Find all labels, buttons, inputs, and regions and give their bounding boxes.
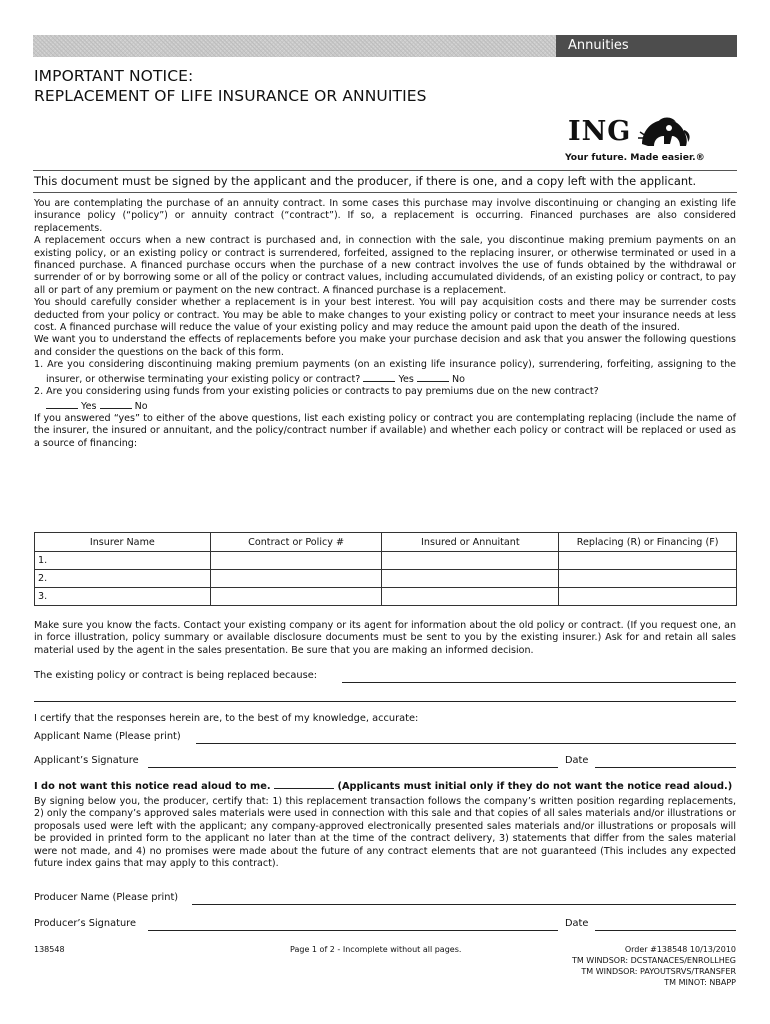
q1-yes-label: Yes (398, 373, 414, 385)
q2-no-label: No (134, 400, 148, 412)
table-row (35, 588, 737, 606)
replaced-because-field-2[interactable] (34, 701, 736, 702)
table-cell[interactable] (382, 570, 559, 588)
replaced-because-field[interactable] (342, 682, 736, 683)
applicant-signature-label: Applicant’s Signature (34, 755, 139, 766)
table-cell[interactable] (382, 552, 559, 570)
table-row (35, 570, 737, 588)
table-cell[interactable] (210, 552, 382, 570)
facts-paragraph: Make sure you know the facts. Contact your existing company or its agent for information about the old policy or contract. (If you request one, an in force illustration, policy summary or available disclosure documents must be sent to you by the existing insurer.) Ask for and retain all sales material used by the agent in the sales presentation. Be sure that you are making an informed decision. (34, 620, 736, 656)
col-replacing-financing: Replacing (R) or Financing (F) (559, 533, 737, 552)
replaced-because-label: The existing policy or contract is being replaced because: (34, 670, 318, 681)
question-1 (34, 359, 736, 386)
question-2 (34, 386, 736, 413)
page-indicator: Page 1 of 2 - Incomplete without all pages. (290, 945, 462, 954)
table-header-row (35, 533, 737, 552)
question-2-text: 2. Are you considering using funds from your existing policies or contracts to pay premiums due on the new contract? (34, 386, 599, 398)
col-insurer-name: Insurer Name (35, 533, 211, 552)
table-cell[interactable] (559, 588, 737, 606)
routing-line-4: TM MINOT: NBAPP (664, 978, 736, 987)
applicant-signature-field[interactable] (148, 767, 558, 768)
read-aloud-note: (Applicants must initial only if they do not want the notice read aloud.) (337, 781, 733, 792)
read-aloud-optout-text: I do not want this notice read aloud to me. (34, 781, 271, 792)
row-number[interactable]: 1. (35, 552, 211, 570)
order-info (572, 944, 736, 988)
col-contract-policy: Contract or Policy # (210, 533, 382, 552)
section-banner (33, 35, 737, 57)
producer-name-field[interactable] (192, 904, 736, 905)
title-line-2: REPLACEMENT OF LIFE INSURANCE OR ANNUITIES (34, 87, 427, 105)
replacement-table (34, 532, 737, 606)
top-divider (33, 170, 737, 171)
tagline: Your future. Made easier.® (565, 152, 705, 163)
producer-certification: By signing below you, the producer, certify that: 1) this replacement transaction follows the company’s written position regarding replacements, 2) only the company’s approved sales materials were used in connection with this sale and that copies of all sales materials and/or illustrations or proposals used were left with the applicant; any company-approved electronically presented sales materials and/or illustrations or proposals will be provided in printed form to the applicant no later than at the time of the contract delivery, 3) statements that differ from the sales material were not made, and 4) no promises were made about the future of any contract elements that are not guaranteed (This includes any expected future index gains that may apply to this contract). (34, 796, 736, 870)
form-number: 138548 (34, 945, 65, 954)
row-number[interactable]: 2. (35, 570, 211, 588)
applicant-name-field[interactable] (196, 743, 736, 744)
q2-yes-blank[interactable] (46, 399, 78, 409)
q2-no-blank[interactable] (100, 399, 132, 409)
table-cell[interactable] (382, 588, 559, 606)
signing-instruction: This document must be signed by the applicant and the producer, if there is one, and a copy left with the applicant. (34, 174, 697, 188)
routing-line-2: TM WINDSOR: DCSTANACES/ENROLLHEG (571, 956, 736, 965)
producer-date-label: Date (565, 918, 589, 929)
read-aloud-optout (34, 779, 732, 793)
logo-text: ING (568, 116, 632, 147)
q2-yes-label: Yes (81, 400, 97, 412)
table-cell[interactable] (559, 552, 737, 570)
routing-line-3: TM WINDSOR: PAYOUTSRVS/TRANSFER (581, 967, 736, 976)
question-1-text: 1. Are you considering discontinuing making premium payments (on an existing life insurance policy), surrendering, forfeiting, assigning to the insurer, or otherwise terminating your existing policy or contract? (34, 359, 736, 385)
certify-statement: I certify that the responses herein are, to the best of my knowledge, accurate: (34, 713, 419, 724)
producer-signature-field[interactable] (148, 930, 558, 931)
section-label: Annuities (556, 35, 737, 57)
table-cell[interactable] (559, 570, 737, 588)
page-title (34, 66, 427, 106)
paragraph-if-yes: If you answered “yes” to either of the above questions, list each existing policy or contract you are contemplating replacing (include the name of the insurer, the insured or annuitant, and the policy/contract number if available) and whether each policy or contract will be replaced or used as a source of financing: (34, 412, 736, 449)
paragraph-contemplating: You are contemplating the purchase of an annuity contract. In some cases this purchase may involve discontinuing or changing an existing life insurance policy (“policy”) or annuity contract (“contract”). If so, a replacement is occurring. Financed purchases are also considered replacements. (34, 198, 736, 234)
producer-name-label: Producer Name (Please print) (34, 892, 179, 903)
table-cell[interactable] (210, 570, 382, 588)
initials-field[interactable] (274, 779, 334, 789)
table-row (35, 552, 737, 570)
q1-no-blank[interactable] (417, 372, 449, 382)
table-cell[interactable] (210, 588, 382, 606)
paragraph-understand: We want you to understand the effects of replacements before you make your purchase decision and ask that you answer the following questions and consider the questions on the back of this form. (34, 334, 736, 358)
producer-date-field[interactable] (595, 930, 736, 931)
lion-icon (636, 114, 692, 150)
title-line-1: IMPORTANT NOTICE: (34, 67, 194, 85)
lead-divider (33, 192, 737, 193)
applicant-date-field[interactable] (595, 767, 736, 768)
order-number: Order #138548 10/13/2010 (624, 945, 736, 954)
col-insured-annuitant: Insured or Annuitant (382, 533, 559, 552)
row-number[interactable]: 3. (35, 588, 211, 606)
paragraph-replacement-definition: A replacement occurs when a new contract is purchased and, in connection with the sale, you discontinue making premium payments on an existing policy, or an existing policy or contract is surrendered, forfeited, assigned to the replacing insurer, or otherwise terminated or used in a financed purchase. A financed purchase occurs when the purchase of a new contract involves the use of funds obtained by the withdrawal or surrender of or by borrowing some or all of the policy or contract values, including accumulated dividends, of an existing policy or contract, to pay all or part of any premium or payment on the new contract. A financed purchase is a replacement. (34, 235, 736, 296)
intro-section (34, 198, 736, 450)
producer-signature-label: Producer’s Signature (34, 918, 137, 929)
applicant-name-label: Applicant Name (Please print) (34, 731, 181, 742)
q1-yes-blank[interactable] (363, 372, 395, 382)
paragraph-consider: You should carefully consider whether a replacement is in your best interest. You will pay acquisition costs and there may be surrender costs deducted from your policy or contract. You may be able to make changes to your existing policy or contract to meet your insurance needs at less cost. A financed purchase will reduce the value of your existing policy and may reduce the amount paid upon the death of the insured. (34, 297, 736, 334)
applicant-date-label: Date (565, 755, 589, 766)
q1-no-label: No (451, 373, 465, 385)
